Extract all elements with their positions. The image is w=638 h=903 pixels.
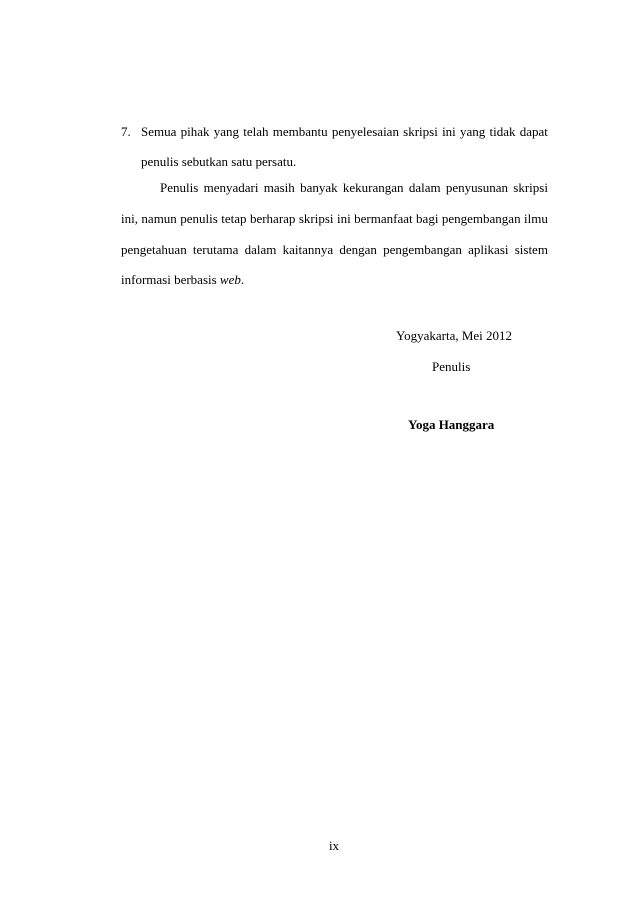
paragraph-line-3 [121,242,548,258]
word: Semua [141,124,177,139]
word: membantu [272,124,328,139]
list-item-line-2: penulis sebutkan satu persatu. [141,154,297,169]
word: pengembangan [383,242,462,257]
signature-role: Penulis [432,359,471,374]
word: skripsi [298,211,334,226]
word: skripsi [403,124,438,139]
word: masih [263,180,295,195]
word: tetap [221,211,247,226]
word: dapat [519,124,548,139]
word: ini [336,211,351,226]
word: kekurangan [342,180,404,195]
word: penyusunan [445,180,508,195]
word: banyak [300,180,338,195]
word: telah [243,124,269,139]
word: pihak [180,124,210,139]
word: pengetahuan [121,242,187,257]
word: penulis [180,211,218,226]
word: namun [141,211,177,226]
paragraph-web-italic: web [219,272,241,287]
word: ini [442,124,456,139]
word: pengembangan [441,211,521,226]
word: bermanfaat [354,211,413,226]
signature-name: Yoga Hanggara [408,417,495,432]
word: dalam [244,242,277,257]
list-item-line-1 [141,124,548,140]
paragraph-line-4-suffix: . [240,272,245,287]
paragraph-line-4-prefix: informasi berbasis [121,272,220,287]
word: ilmu [524,211,548,226]
word: dengan [339,242,377,257]
word: menyadari [203,180,259,195]
word: ini, [121,211,138,226]
paragraph-line-1 [160,180,548,196]
word: berharap [249,211,296,226]
word: Penulis [160,180,199,195]
paragraph-line-2 [121,211,548,227]
signature-place-date: Yogyakarta, Mei 2012 [396,328,513,343]
word: dalam [408,180,441,195]
word: sistem [514,242,548,257]
word: aplikasi [468,242,509,257]
word: yang [213,124,239,139]
word: yang [460,124,486,139]
list-item-number: 7. [121,124,131,139]
word: kaitannya [282,242,334,257]
word: bagi [416,211,439,226]
word: terutama [192,242,239,257]
word: tidak [489,124,516,139]
word: penyelesaian [331,124,399,139]
paragraph-line-4 [121,272,244,288]
word: skripsi [513,180,548,195]
page-number: ix [328,838,340,853]
